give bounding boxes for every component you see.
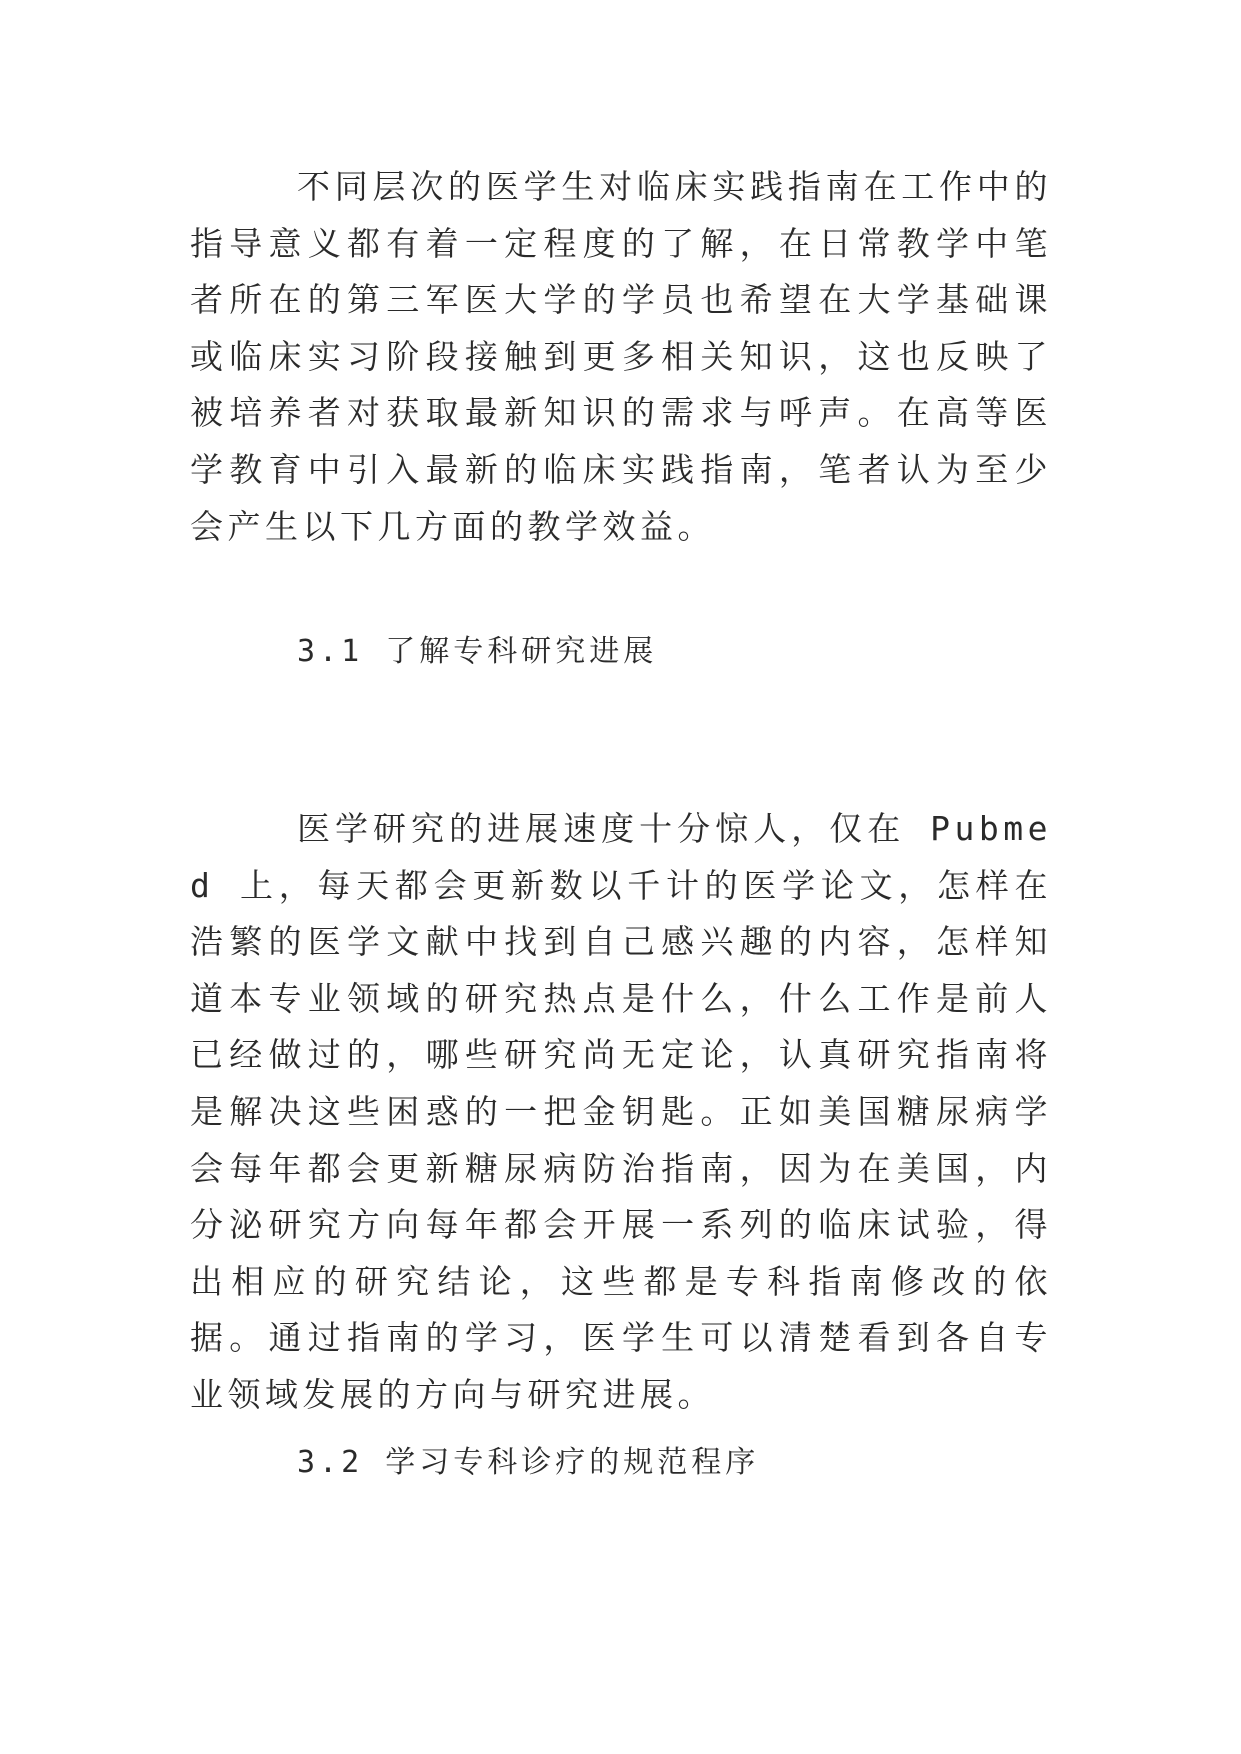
document-page [190,0,1052,1754]
section-heading: 3.1 了解专科研究进展 [297,634,658,669]
body-paragraph: 不同层次的医学生对临床实践指南在工作中的指导意义都有着一定程度的了解，在日常教学中笔者所在的第三军医大学的学员也希望在大学基础课或临床实习阶段接触到更多相关知识，这也反映了被培养者对获取最新知识的需求与呼声。在高等医学教育中引入最新的临床实践指南，笔者认为至少会产生以下几方面的教学效益。 [190,167,1052,546]
section-heading: 3.2 学习专科诊疗的规范程序 [297,1445,760,1480]
body-paragraph: 医学研究的进展速度十分惊人，仅在 Pubmed 上，每天都会更新数以千计的医学论文，怎样在浩繁的医学文献中找到自己感兴趣的内容，怎样知道本专业领域的研究热点是什么，什么工作是前人已经做过的，哪些研究尚无定论，认真研究指南将是解决这些困惑的一把金钥匙。正如美国糖尿病学会每年都会更新糖尿病防治指南，因为在美国，内分泌研究方向每年都会开展一系列的临床试验，得出相应的研究结论，这些都是专科指南修改的依据。通过指南的学习，医学生可以清楚看到各自专业领域发展的方向与研究进展。 [190,809,1052,1414]
